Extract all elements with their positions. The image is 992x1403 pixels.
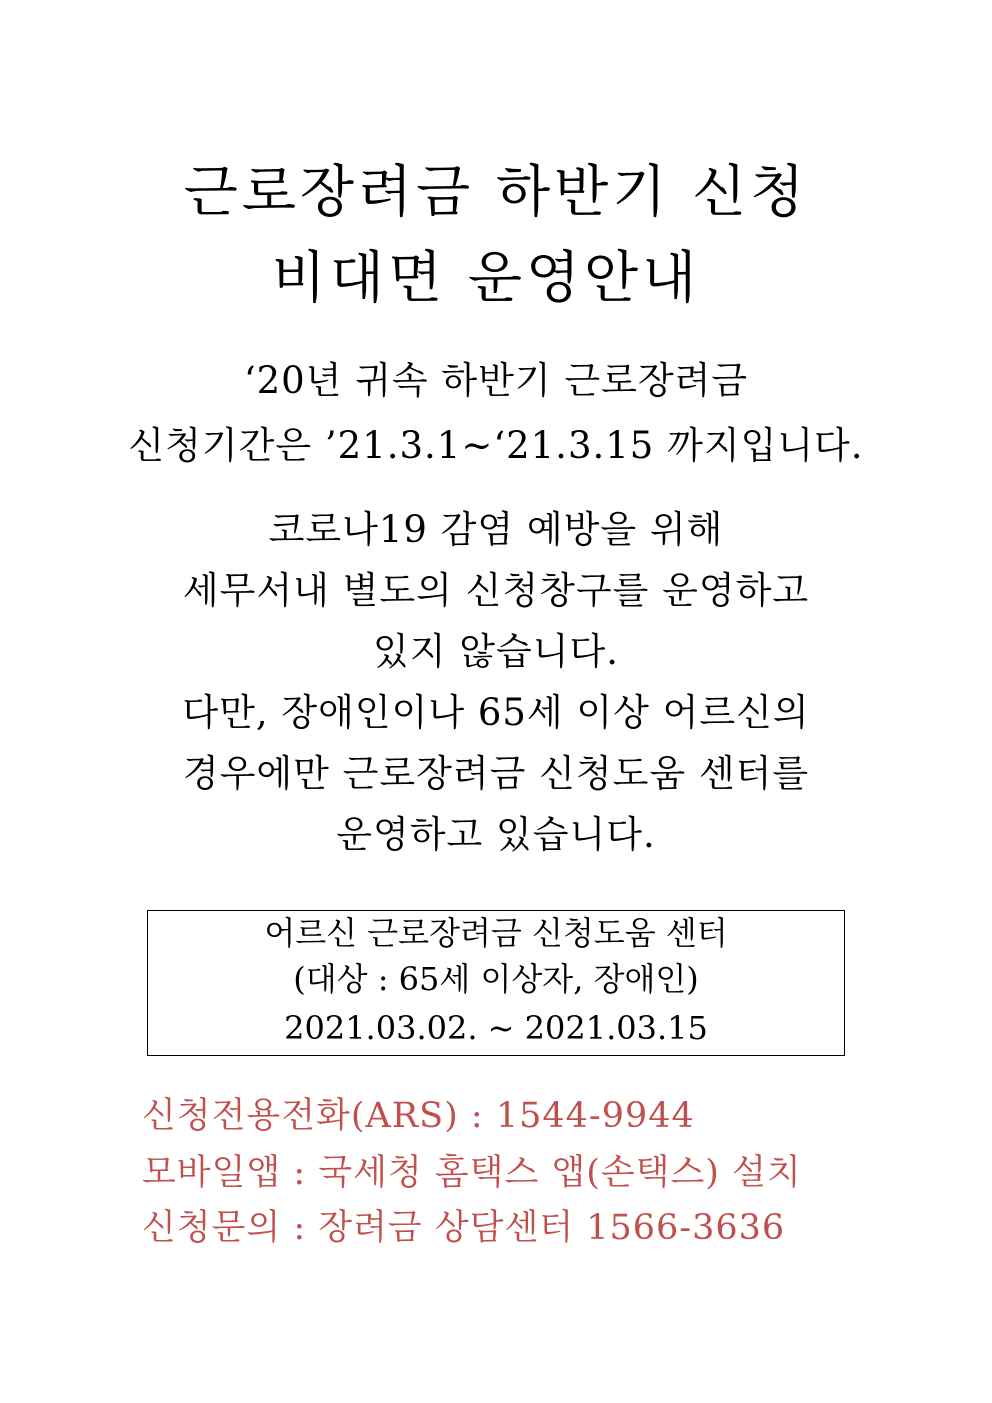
ars-phone-info: 신청전용전화(ARS) : 1544-9944	[142, 1096, 695, 1136]
help-center-name: 어르신 근로장려금 신청도움 센터	[264, 914, 728, 952]
notice-line: 코로나19 감염 예방을 위해	[268, 508, 724, 551]
help-center-box	[147, 910, 845, 1056]
inquiry-info: 신청문의 : 장려금 상담센터 1566-3636	[142, 1208, 786, 1248]
page-title-line-2: 비대면 운영안내	[271, 246, 701, 311]
help-center-target: (대상 : 65세 이상자, 장애인)	[293, 960, 699, 998]
application-period-line-2: 신청기간은 ’21.3.1~‘21.3.15 까지입니다.	[128, 424, 864, 467]
notice-line: 있지 않습니다.	[373, 630, 619, 673]
application-period-line-1: ‘20년 귀속 하반기 근로장려금	[243, 359, 749, 402]
notice-line: 다만, 장애인이나 65세 이상 어르신의	[182, 691, 810, 734]
page-title-line-1: 근로장려금 하반기 신청	[183, 160, 809, 225]
notice-line: 세무서내 별도의 신청창구를 운영하고	[182, 569, 810, 612]
notice-line: 운영하고 있습니다.	[336, 813, 656, 856]
mobile-app-info: 모바일앱 : 국세청 홈택스 앱(손택스) 설치	[142, 1153, 802, 1193]
notice-line: 경우에만 근로장려금 신청도움 센터를	[182, 752, 810, 795]
help-center-dates: 2021.03.02. ~ 2021.03.15	[284, 1009, 708, 1047]
